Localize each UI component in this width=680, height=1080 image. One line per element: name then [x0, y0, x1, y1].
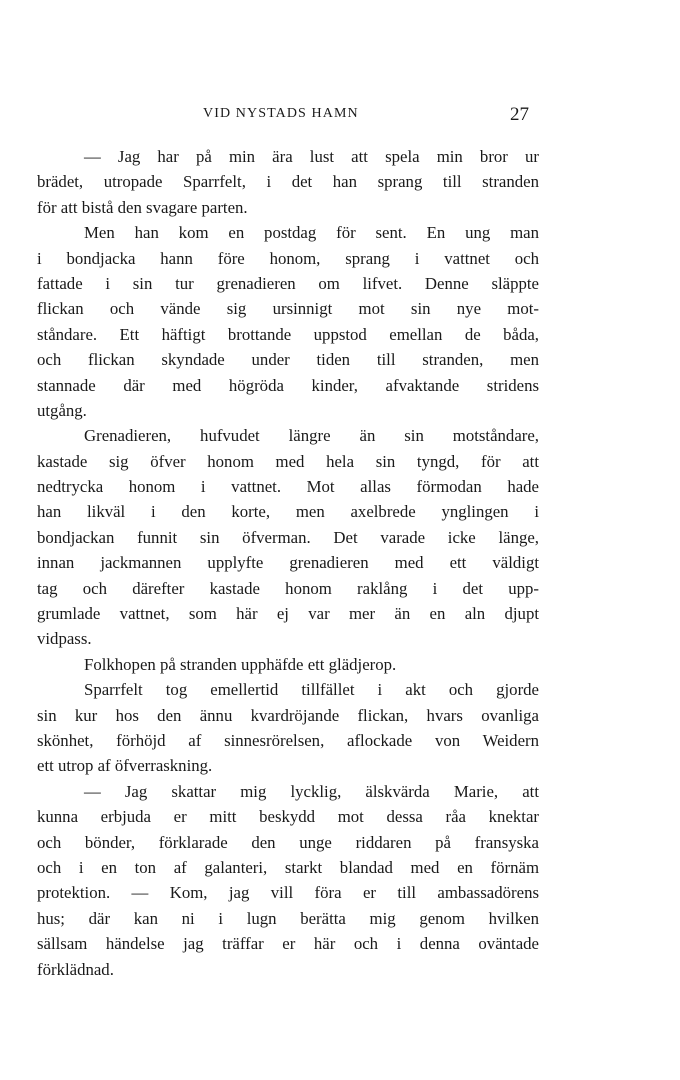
text-line: tag och därefter kastade honom raklång i det upp- [37, 578, 539, 598]
text-line: bondjackan funnit sin öfverman. Det varade icke länge, [37, 527, 539, 547]
text-line: nedtrycka honom i vattnet. Mot allas förmodan hade [37, 477, 539, 497]
text-line: Sparrfelt tog emellertid tillfället i akt och gjorde [84, 680, 539, 700]
text-line: flickan och vände sig ursinnigt mot sin nye mot- [37, 299, 539, 319]
text-line: ett utrop af öfverraskning. [37, 756, 213, 776]
text-line: och flickan skyndade under tiden till stranden, men [37, 350, 539, 370]
text-line: och bönder, förklarade den unge riddaren på fransyska [37, 832, 539, 852]
page-number: 27 [510, 104, 529, 125]
text-line: brädet, utropade Sparrfelt, i det han sprang till stranden [37, 172, 539, 192]
text-line: Folkhopen på stranden upphäfde ett glädjerop. [84, 654, 397, 674]
text-line: Men han kom en postdag för sent. En ung man [84, 223, 539, 243]
running-head [0, 104, 680, 126]
text-line: innan jackmannen upplyfte grenadieren med ett väldigt [37, 553, 539, 573]
text-line: vidpass. [37, 629, 92, 649]
text-line: — Jag har på min ära lust att spela min bror ur [84, 147, 539, 166]
text-line: kunna erbjuda er mitt beskydd mot dessa råa knektar [37, 807, 539, 827]
text-line: i bondjacka hann före honom, sprang i vattnet och [37, 248, 539, 268]
text-line: och i en ton af galanteri, starkt blandad med en förnäm [37, 857, 539, 877]
text-line: för att bistå den svagare parten. [37, 197, 248, 217]
text-line: ståndare. Ett häftigt brottande uppstod emellan de båda, [37, 324, 539, 344]
text-line: utgång. [37, 400, 87, 420]
text-line: fattade i sin tur grenadieren om lifvet. Denne släppte [37, 273, 539, 293]
text-line: grumlade vattnet, som här ej var mer än en aln djupt [37, 604, 539, 624]
text-line: förklädnad. [37, 959, 114, 979]
text-line: stannade där med högröda kinder, afvaktande stridens [37, 375, 539, 395]
text-line: hus; där kan ni i lugn berätta mig genom hvilken [37, 908, 539, 928]
body-text [37, 144, 539, 982]
text-line: — Jag skattar mig lycklig, älskvärda Marie, att [84, 781, 539, 801]
text-line: han likväl i den korte, men axelbrede ynglingen i [37, 502, 539, 522]
text-line: sin kur hos den ännu kvardröjande flickan, hvars ovanliga [37, 705, 539, 725]
text-line: kastade sig öfver honom med hela sin tyngd, för att [37, 451, 539, 471]
text-line: skönhet, förhöjd af sinnesrörelsen, aflockade von Weidern [37, 730, 539, 750]
text-line: protektion. — Kom, jag vill föra er till ambassadörens [37, 883, 539, 903]
text-line: sällsam händelse jag träffar er här och i denna oväntade [37, 934, 539, 954]
text-line: Grenadieren, hufvudet längre än sin motståndare, [84, 426, 539, 446]
running-head-title: VID NYSTADS HAMN [203, 106, 359, 121]
